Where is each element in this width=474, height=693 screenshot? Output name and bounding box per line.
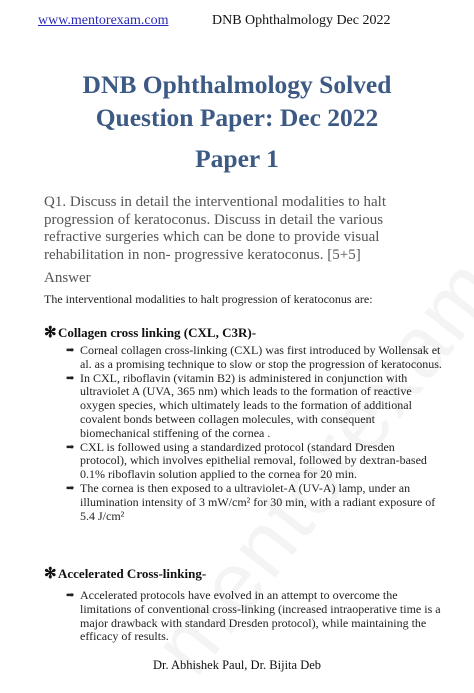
list-item	[66, 441, 444, 482]
intro-text: The interventional modalities to halt progression of keratoconus are:	[44, 292, 373, 306]
list-item-text: Accelerated protocols have evolved in an attempt to overcome the limitations of conventional cross-linking (increased intraoperative time is a major drawback with standard Dresden protocol), while maintaining the efficacy of results.	[80, 588, 441, 644]
list-item	[66, 344, 444, 372]
title-line-1: DNB Ophthalmology Solved	[82, 70, 392, 99]
list-item-text: Corneal collagen cross-linking (CXL) was first introduced by Wollensak et al. as a promising technique to slow or stop the progression of keratoconus.	[80, 343, 442, 371]
page-header	[38, 13, 444, 33]
title-line-2: Question Paper: Dec 2022	[95, 103, 379, 132]
bullet-list-cxl	[66, 344, 444, 523]
section-heading-label: Accelerated Cross-linking-	[58, 566, 207, 581]
question-text: Q1. Discuss in detail the interventional modalities to halt progression of keratoconus. Discuss in detail the various refractive surgeries which can be done to provide visual rehabilitation in non- progressive keratoconus. [5+5]	[44, 194, 387, 263]
section-heading-label: Collagen cross linking (CXL, C3R)-	[58, 325, 257, 340]
header-title: DNB Ophthalmology Dec 2022	[212, 13, 391, 28]
arrow-right-icon: ➡	[66, 345, 75, 356]
list-item-text: In CXL, riboflavin (vitamin B2) is administered in conjunction with ultraviolet A (UVA, 365 nm) which leads to the formation of reactive oxygen species, which ultimately leads to the formation of additional covalent bonds between collagen molecules, with consequent biomechanical stiffening of the cornea .	[80, 370, 412, 440]
title-line-3: Paper 1	[195, 144, 279, 173]
list-item-text: The cornea is then exposed to a ultraviolet-A (UV-A) lamp, under an illumination intensity of 3 mW/cm² for 30 min, with a radiant exposure of 5.4 J/cm²	[80, 480, 436, 523]
list-item-text: CXL is followed using a standardized protocol (standard Dresden protocol), which involves epithelial removal, followed by dextran-based 0.1% riboflavin solution applied to the cornea for 20 min.	[80, 439, 427, 482]
bullet-list-accelerated	[66, 589, 444, 644]
list-item	[66, 482, 444, 523]
arrow-right-icon: ➡	[66, 441, 75, 453]
star-icon: ✻	[44, 566, 57, 582]
section-heading-cxl	[44, 323, 256, 342]
footer-authors: Dr. Abhishek Paul, Dr. Bijita Deb	[152, 658, 322, 672]
list-item	[66, 372, 444, 441]
section-heading-accelerated	[44, 564, 206, 583]
arrow-right-icon: ➡	[66, 482, 75, 494]
site-link[interactable]: www.mentorexam.com	[38, 13, 169, 28]
document-title	[20, 68, 454, 175]
star-icon: ✻	[44, 325, 57, 341]
arrow-right-icon: ➡	[66, 372, 75, 384]
list-item	[66, 589, 444, 644]
arrow-right-icon: ➡	[66, 590, 75, 601]
answer-label: Answer	[44, 270, 91, 286]
